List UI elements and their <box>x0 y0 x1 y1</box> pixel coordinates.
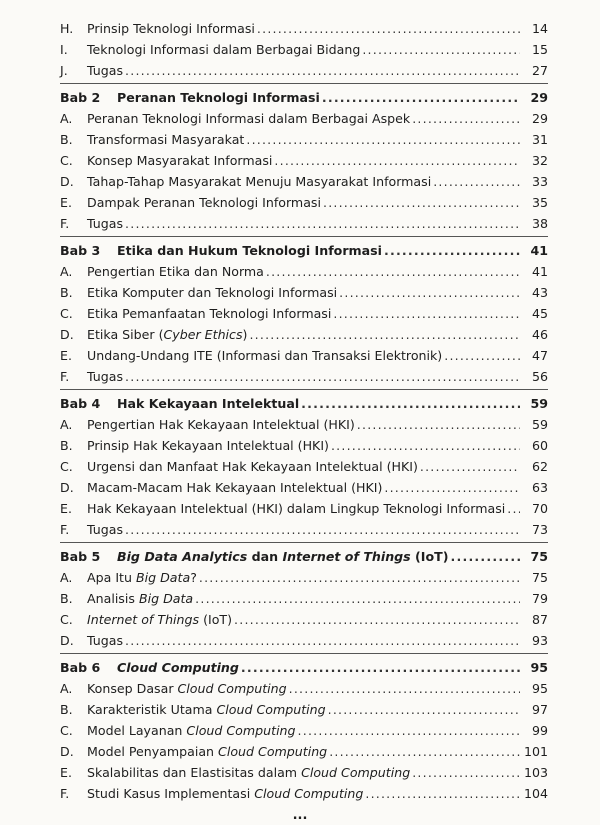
entry-title: Model Layanan Cloud Computing <box>87 723 296 738</box>
page-number: 43 <box>531 285 548 300</box>
entry-title: Tugas <box>87 216 124 231</box>
entry-title: Analisis Big Data <box>87 591 194 606</box>
entry-letter: D. <box>60 633 74 648</box>
entry-title: Studi Kasus Implementasi Cloud Computing <box>87 786 364 801</box>
toc-entry[interactable] <box>60 498 548 519</box>
toc-entry[interactable] <box>60 567 548 588</box>
entry-title: Tugas <box>87 63 124 78</box>
entry-title: Peranan Teknologi Informasi dalam Berbagai Aspek <box>87 111 411 126</box>
toc-entry[interactable] <box>60 303 548 324</box>
entry-title: Skalabilitas dan Elastisitas dalam Cloud Computing <box>87 765 411 780</box>
entry-title: Undang-Undang ITE (Informasi dan Transaksi Elektronik) <box>87 348 443 363</box>
chapter-heading[interactable] <box>60 657 548 678</box>
dot-leader <box>249 324 520 345</box>
toc-entry[interactable] <box>60 699 548 720</box>
toc-entry[interactable] <box>60 630 548 651</box>
toc-entry[interactable] <box>60 18 548 39</box>
dot-leader <box>195 588 520 609</box>
dot-leader <box>257 18 520 39</box>
entry-title: Prinsip Teknologi Informasi <box>87 21 255 36</box>
entry-letter: D. <box>60 744 74 759</box>
entry-letter: B. <box>60 132 73 147</box>
dot-leader <box>241 657 520 678</box>
entry-letter: A. <box>60 111 73 126</box>
dot-leader <box>234 609 520 630</box>
entry-letter: A. <box>60 570 73 585</box>
entry-letter: J. <box>60 63 68 78</box>
entry-title: Prinsip Hak Kekayaan Intelektual (HKI) <box>87 438 329 453</box>
entry-title: Konsep Dasar Cloud Computing <box>87 681 287 696</box>
dot-leader <box>246 129 520 150</box>
entry-letter: A. <box>60 681 73 696</box>
toc-entry[interactable] <box>60 720 548 741</box>
toc-entry[interactable] <box>60 171 548 192</box>
toc-entry[interactable] <box>60 366 548 387</box>
toc-entry[interactable] <box>60 345 548 366</box>
toc-entry[interactable] <box>60 588 548 609</box>
dot-leader <box>384 477 520 498</box>
page-number: 62 <box>531 459 548 474</box>
page-number: 63 <box>531 480 548 495</box>
chapter-section <box>60 83 548 234</box>
table-of-contents <box>60 18 548 804</box>
toc-entry[interactable] <box>60 39 548 60</box>
chapter-heading[interactable] <box>60 393 548 414</box>
page-number: 56 <box>531 369 548 384</box>
chapter-title: Big Data Analytics dan Internet of Things (IoT) <box>117 549 449 564</box>
dot-leader <box>333 303 520 324</box>
dot-leader <box>444 345 520 366</box>
entry-letter: F. <box>60 522 70 537</box>
chapter-title: Hak Kekayaan Intelektual <box>117 396 300 411</box>
entry-letter: B. <box>60 285 73 300</box>
page-number: 29 <box>530 90 548 105</box>
entry-title: Karakteristik Utama Cloud Computing <box>87 702 326 717</box>
entry-title: Apa Itu Big Data? <box>87 570 197 585</box>
page-number: 15 <box>531 42 548 57</box>
entry-title: Pengertian Etika dan Norma <box>87 264 264 279</box>
entry-title: Internet of Things (IoT) <box>87 612 233 627</box>
toc-entry[interactable] <box>60 609 548 630</box>
toc-entry[interactable] <box>60 414 548 435</box>
chapter-number: Bab 4 <box>60 396 101 411</box>
entry-letter: H. <box>60 21 74 36</box>
chapter-title: Etika dan Hukum Teknologi Informasi <box>117 243 382 258</box>
entry-letter: B. <box>60 438 73 453</box>
dot-leader <box>328 699 520 720</box>
page-number: 41 <box>530 243 548 258</box>
dot-leader <box>323 192 520 213</box>
dot-leader <box>266 261 520 282</box>
page-number: 59 <box>531 417 548 432</box>
page-number: 75 <box>530 549 548 564</box>
page-number: 29 <box>531 111 548 126</box>
page-number: 35 <box>531 195 548 210</box>
chapter-section <box>60 653 548 804</box>
entry-letter: B. <box>60 702 73 717</box>
entry-title: Transformasi Masyarakat <box>87 132 245 147</box>
entry-title: Etika Pemanfaatan Teknologi Informasi <box>87 306 332 321</box>
dot-leader <box>412 762 520 783</box>
toc-entry[interactable] <box>60 60 548 81</box>
chapter-number: Bab 2 <box>60 90 101 105</box>
chapter-heading[interactable] <box>60 546 548 567</box>
page-number: 31 <box>531 132 548 147</box>
page-number: 41 <box>531 264 548 279</box>
page-number: 45 <box>531 306 548 321</box>
entry-title: Tugas <box>87 522 124 537</box>
dot-leader <box>412 108 520 129</box>
dot-leader <box>329 741 520 762</box>
page-number: 79 <box>531 591 548 606</box>
entry-letter: A. <box>60 264 73 279</box>
chapter-section <box>60 236 548 387</box>
page-number: 95 <box>530 660 548 675</box>
entry-letter: E. <box>60 765 72 780</box>
entry-letter: E. <box>60 195 72 210</box>
dot-leader <box>125 630 520 651</box>
dot-leader <box>362 39 520 60</box>
toc-entry[interactable] <box>60 762 548 783</box>
entry-letter: E. <box>60 501 72 516</box>
toc-entry[interactable] <box>60 678 548 699</box>
entry-title: Urgensi dan Manfaat Hak Kekayaan Intelektual (HKI) <box>87 459 418 474</box>
toc-entry[interactable] <box>60 519 548 540</box>
page-number: 73 <box>531 522 548 537</box>
chapter-number: Bab 6 <box>60 660 101 675</box>
page-number: 38 <box>531 216 548 231</box>
entry-letter: D. <box>60 480 74 495</box>
chapter-title: Cloud Computing <box>117 660 239 675</box>
page-number: 101 <box>524 744 549 759</box>
entry-letter: D. <box>60 327 74 342</box>
toc-entry[interactable] <box>60 741 548 762</box>
toc-entry[interactable] <box>60 261 548 282</box>
entry-title: Tahap-Tahap Masyarakat Menuju Masyarakat Informasi <box>87 174 432 189</box>
dot-leader <box>125 366 520 387</box>
toc-entry[interactable] <box>60 282 548 303</box>
page-number: 97 <box>531 702 548 717</box>
toc-entry[interactable] <box>60 435 548 456</box>
page-number: 60 <box>531 438 548 453</box>
toc-entry[interactable] <box>60 456 548 477</box>
chapter-number: Bab 3 <box>60 243 101 258</box>
entry-title: Hak Kekayaan Intelektual (HKI) dalam Lingkup Teknologi Informasi <box>87 501 506 516</box>
dot-leader <box>125 213 520 234</box>
entry-title: Tugas <box>87 633 124 648</box>
dot-leader <box>331 435 520 456</box>
dot-leader <box>298 720 520 741</box>
page-number: 46 <box>531 327 548 342</box>
entry-title: Macam-Macam Hak Kekayaan Intelektual (HKI) <box>87 480 383 495</box>
dot-leader <box>125 60 520 81</box>
page-number: 99 <box>531 723 548 738</box>
dot-leader <box>199 567 520 588</box>
entry-title: Teknologi Informasi dalam Berbagai Bidang <box>87 42 361 57</box>
entry-title: Etika Komputer dan Teknologi Informasi <box>87 285 338 300</box>
chapter-title: Peranan Teknologi Informasi <box>117 90 320 105</box>
chapter-number: Bab 5 <box>60 549 101 564</box>
page-number: 104 <box>524 786 549 801</box>
entry-letter: I. <box>60 42 68 57</box>
page-number: 103 <box>524 765 549 780</box>
toc-entry[interactable] <box>60 129 548 150</box>
toc-entry[interactable] <box>60 477 548 498</box>
page-number: 27 <box>531 63 548 78</box>
toc-entry[interactable] <box>60 192 548 213</box>
page-number: 47 <box>531 348 548 363</box>
page-number: 14 <box>531 21 548 36</box>
chapter-section <box>60 542 548 651</box>
entry-title: Etika Siber (Cyber Ethics) <box>87 327 248 342</box>
chapter-heading[interactable] <box>60 87 548 108</box>
chapter-section <box>60 389 548 540</box>
page-number: 75 <box>531 570 548 585</box>
toc-entry[interactable] <box>60 783 548 804</box>
entry-letter: F. <box>60 216 70 231</box>
dot-leader <box>451 546 521 567</box>
page-number: 33 <box>531 174 548 189</box>
dot-leader <box>289 678 520 699</box>
entry-title: Model Penyampaian Cloud Computing <box>87 744 328 759</box>
page-footer-ellipsis: ... <box>292 808 308 823</box>
dot-leader <box>301 393 520 414</box>
entry-letter: A. <box>60 417 73 432</box>
entry-title: Dampak Peranan Teknologi Informasi <box>87 195 321 210</box>
entry-letter: C. <box>60 723 73 738</box>
entry-letter: D. <box>60 174 74 189</box>
entry-letter: C. <box>60 153 73 168</box>
dot-leader <box>339 282 520 303</box>
toc-entry[interactable] <box>60 108 548 129</box>
page-number: 32 <box>531 153 548 168</box>
dot-leader <box>433 171 520 192</box>
entry-title: Pengertian Hak Kekayaan Intelektual (HKI) <box>87 417 355 432</box>
dot-leader <box>384 240 520 261</box>
page-number: 95 <box>531 681 548 696</box>
dot-leader <box>365 783 520 804</box>
dot-leader <box>507 498 520 519</box>
entry-letter: F. <box>60 369 70 384</box>
page-number: 70 <box>531 501 548 516</box>
page-number: 59 <box>530 396 548 411</box>
dot-leader <box>322 87 520 108</box>
entry-title: Tugas <box>87 369 124 384</box>
entry-letter: E. <box>60 348 72 363</box>
chapter-heading[interactable] <box>60 240 548 261</box>
entry-letter: C. <box>60 306 73 321</box>
toc-entry[interactable] <box>60 150 548 171</box>
entry-letter: C. <box>60 459 73 474</box>
entry-letter: B. <box>60 591 73 606</box>
dot-leader <box>357 414 520 435</box>
toc-entry[interactable] <box>60 324 548 345</box>
page-number: 93 <box>531 633 548 648</box>
toc-entry[interactable] <box>60 213 548 234</box>
entry-letter: C. <box>60 612 73 627</box>
dot-leader <box>274 150 520 171</box>
dot-leader <box>125 519 520 540</box>
entry-letter: F. <box>60 786 70 801</box>
entry-title: Konsep Masyarakat Informasi <box>87 153 273 168</box>
dot-leader <box>420 456 520 477</box>
page-number: 87 <box>531 612 548 627</box>
